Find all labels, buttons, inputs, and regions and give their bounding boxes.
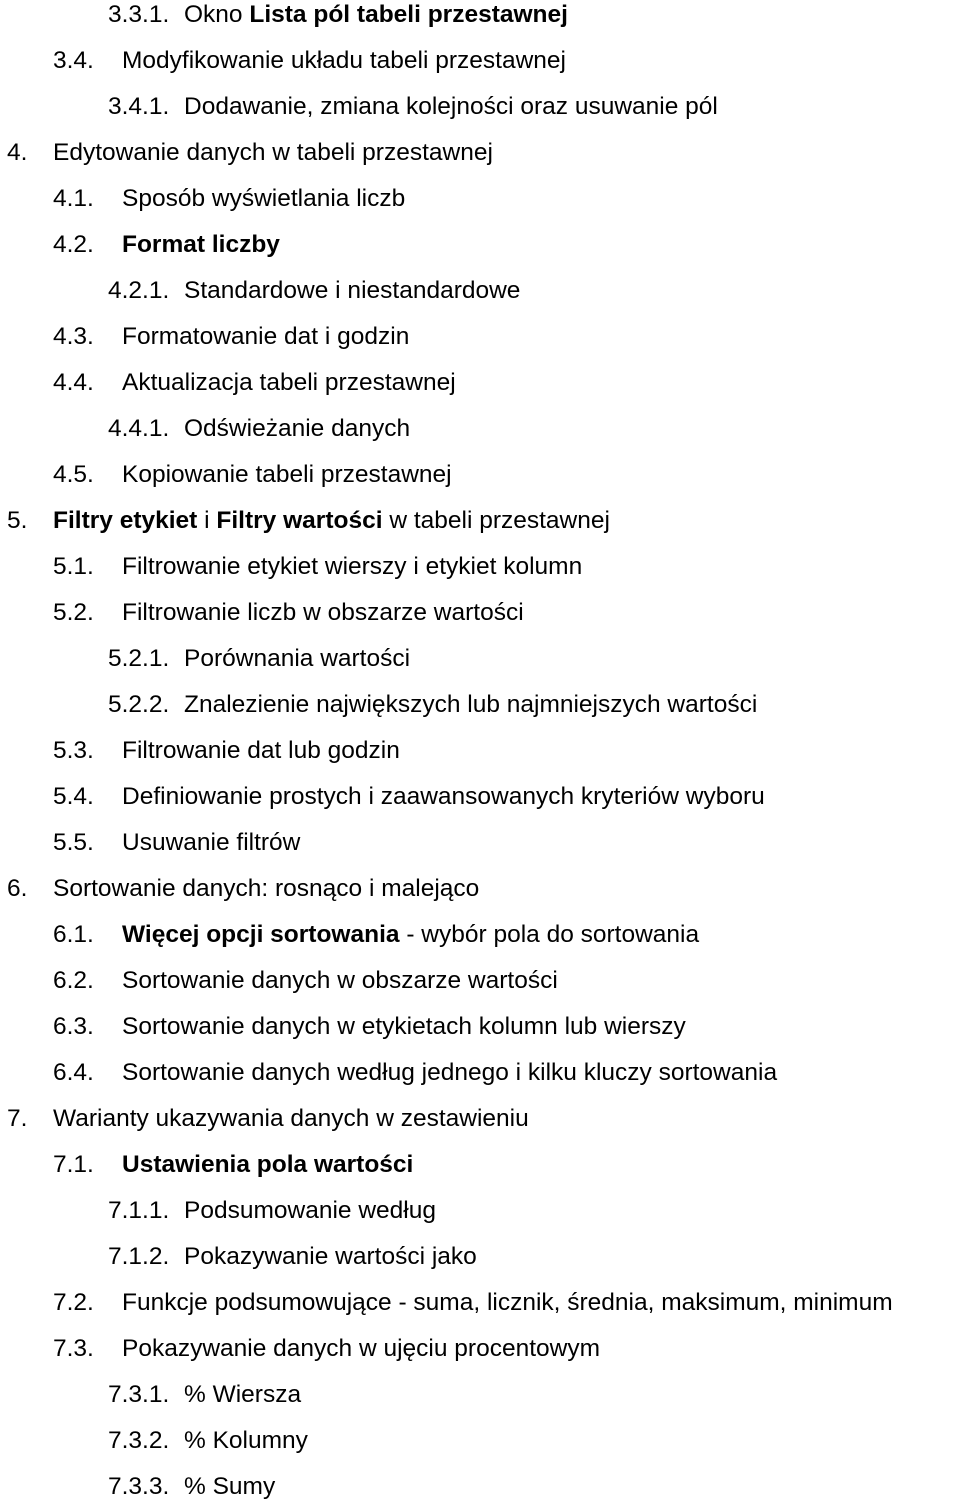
toc-entry-number: 5.2.2. <box>108 691 170 718</box>
toc-entry-title <box>122 44 566 78</box>
toc-entry-title-segment: Edytowanie danych w tabeli przestawnej <box>53 139 493 166</box>
toc-entry-number: 4.4. <box>53 369 94 396</box>
toc-entry-number: 5.2.1. <box>108 645 170 672</box>
toc-entry-title <box>184 1378 301 1412</box>
toc-entry-title-segment: Sposób wyświetlania liczb <box>122 185 406 212</box>
toc-entry-number: 7.3.3. <box>108 1473 170 1500</box>
toc-entry-title-segment: Filtrowanie dat lub godzin <box>122 737 400 764</box>
toc-entry-title-segment: Standardowe i niestandardowe <box>184 277 521 304</box>
toc-entry-title <box>184 642 410 676</box>
toc-entry-title-segment: w tabeli przestawnej <box>382 507 610 534</box>
toc-entry-title-segment: Sortowanie danych według jednego i kilku kluczy sortowania <box>122 1059 778 1086</box>
toc-entry-title-segment: Dodawanie, zmiana kolejności oraz usuwanie pól <box>184 93 718 120</box>
toc-entry-title-segment: Funkcje podsumowujące - suma, licznik, średnia, maksimum, minimum <box>122 1289 893 1316</box>
toc-entry-title <box>184 1424 308 1458</box>
toc-entry-title <box>122 1010 686 1044</box>
toc-entry-title-segment: Warianty ukazywania danych w zestawieniu <box>53 1105 529 1132</box>
toc-entry-title-segment: Porównania wartości <box>184 645 411 672</box>
toc-entry-title <box>184 412 410 446</box>
toc-entry-title <box>122 826 300 860</box>
toc-entry-title-segment: Pokazywanie wartości jako <box>184 1243 477 1270</box>
toc-entry-title <box>184 1470 275 1504</box>
toc-entry-number: 7.1.1. <box>108 1197 170 1224</box>
toc-entry-number: 5.4. <box>53 783 94 810</box>
toc-entry-title-segment: Podsumowanie według <box>184 1197 436 1224</box>
toc-entry-number: 7.1.2. <box>108 1243 170 1270</box>
toc-entry-number: 4. <box>7 139 28 166</box>
toc-entry-number: 3.4. <box>53 47 94 74</box>
toc-entry-title-segment: Sortowanie danych w obszarze wartości <box>122 967 558 994</box>
toc-entry-title-segment: Znalezienie największych lub najmniejszych wartości <box>184 691 758 718</box>
toc-entry-number: 3.3.1. <box>108 1 170 28</box>
toc-entry-number: 6.4. <box>53 1059 94 1086</box>
toc-entry-title <box>122 228 280 262</box>
toc-entry-number: 6. <box>7 875 28 902</box>
toc-entry-title <box>184 1240 477 1274</box>
toc-entry-title-bold-segment: Więcej opcji sortowania <box>122 921 400 948</box>
toc-entry-number: 4.3. <box>53 323 94 350</box>
toc-entry-title <box>122 550 582 584</box>
toc-entry-title <box>122 1148 413 1182</box>
toc-entry-title-segment: Filtrowanie etykiet wierszy i etykiet kolumn <box>122 553 583 580</box>
toc-entry-title <box>122 734 400 768</box>
toc-entry-title-bold-segment: Lista pól tabeli przestawnej <box>249 1 568 28</box>
toc-entry-number: 6.1. <box>53 921 94 948</box>
toc-entry-title-segment: Odświeżanie danych <box>184 415 411 442</box>
toc-entry-title <box>53 136 493 170</box>
toc-entry-number: 7.3. <box>53 1335 94 1362</box>
toc-entry-title-segment: - wybór pola do sortowania <box>399 921 700 948</box>
toc-entry-title-segment: Definiowanie prostych i zaawansowanych kryteriów wyboru <box>122 783 765 810</box>
toc-entry-title-segment: Sortowanie danych: rosnąco i malejąco <box>53 875 480 902</box>
toc-entry-number: 4.1. <box>53 185 94 212</box>
toc-entry-title-bold-segment: Filtry etykiet <box>53 507 198 534</box>
toc-entry-number: 5.5. <box>53 829 94 856</box>
toc-entry-title-segment: Kopiowanie tabeli przestawnej <box>122 461 452 488</box>
toc-entry-number: 7.3.1. <box>108 1381 170 1408</box>
toc-entry-title-segment: Filtrowanie liczb w obszarze wartości <box>122 599 524 626</box>
toc-entry-title <box>122 918 699 952</box>
toc-entry-number: 7.1. <box>53 1151 94 1178</box>
toc-entry-title <box>53 1102 529 1136</box>
toc-entry-title-segment: Pokazywanie danych w ujęciu procentowym <box>122 1335 600 1362</box>
toc-entry-number: 6.3. <box>53 1013 94 1040</box>
toc-entry-title-bold-segment: Ustawienia pola wartości <box>122 1151 414 1178</box>
toc-entry-number: 4.2. <box>53 231 94 258</box>
toc-entry-number: 7.2. <box>53 1289 94 1316</box>
toc-entry-title-segment: % Sumy <box>184 1473 276 1500</box>
toc-entry-title <box>122 320 409 354</box>
toc-entry-number: 5. <box>7 507 28 534</box>
toc-entry-title-segment: Sortowanie danych w etykietach kolumn lub wierszy <box>122 1013 686 1040</box>
toc-entry-title <box>184 1194 436 1228</box>
toc-entry-title <box>122 1332 600 1366</box>
toc-entry-number: 4.2.1. <box>108 277 170 304</box>
toc-entry-title-segment: Aktualizacja tabeli przestawnej <box>122 369 456 396</box>
toc-entry-title-bold-segment: Format liczby <box>122 231 280 258</box>
toc-entry-title-bold-segment: Filtry wartości <box>216 507 383 534</box>
toc-entry-title <box>122 1056 777 1090</box>
toc-entry-number: 5.1. <box>53 553 94 580</box>
toc-entry-title <box>122 1286 893 1320</box>
toc-entry-title <box>184 688 757 722</box>
toc-entry-number: 5.3. <box>53 737 94 764</box>
toc-entry-title-segment: % Kolumny <box>184 1427 308 1454</box>
toc-entry-title <box>53 504 610 538</box>
toc-entry-number: 7.3.2. <box>108 1427 170 1454</box>
toc-entry-title <box>122 596 524 630</box>
toc-entry-title <box>53 872 479 906</box>
toc-entry-title <box>122 964 558 998</box>
toc-entry-title <box>122 182 405 216</box>
toc-entry-title-segment: Okno <box>184 1 250 28</box>
toc-entry-number: 3.4.1. <box>108 93 170 120</box>
toc-entry-title <box>184 274 520 308</box>
toc-entry-title-segment: Formatowanie dat i godzin <box>122 323 410 350</box>
toc-entry-number: 7. <box>7 1105 28 1132</box>
toc-entry-title-segment: % Wiersza <box>184 1381 302 1408</box>
toc-entry-title <box>122 780 765 814</box>
toc-entry-title-segment: Usuwanie filtrów <box>122 829 301 856</box>
toc-entry-number: 6.2. <box>53 967 94 994</box>
toc-entry-title-segment: Modyfikowanie układu tabeli przestawnej <box>122 47 566 74</box>
toc-entry-title <box>122 366 456 400</box>
toc-entry-title <box>184 90 718 124</box>
toc-entry-number: 4.5. <box>53 461 94 488</box>
toc-entry-title <box>184 0 568 32</box>
toc-entry-title-segment: i <box>197 507 217 534</box>
toc-entry-title <box>122 458 452 492</box>
toc-entry-number: 4.4.1. <box>108 415 170 442</box>
toc-entry-number: 5.2. <box>53 599 94 626</box>
